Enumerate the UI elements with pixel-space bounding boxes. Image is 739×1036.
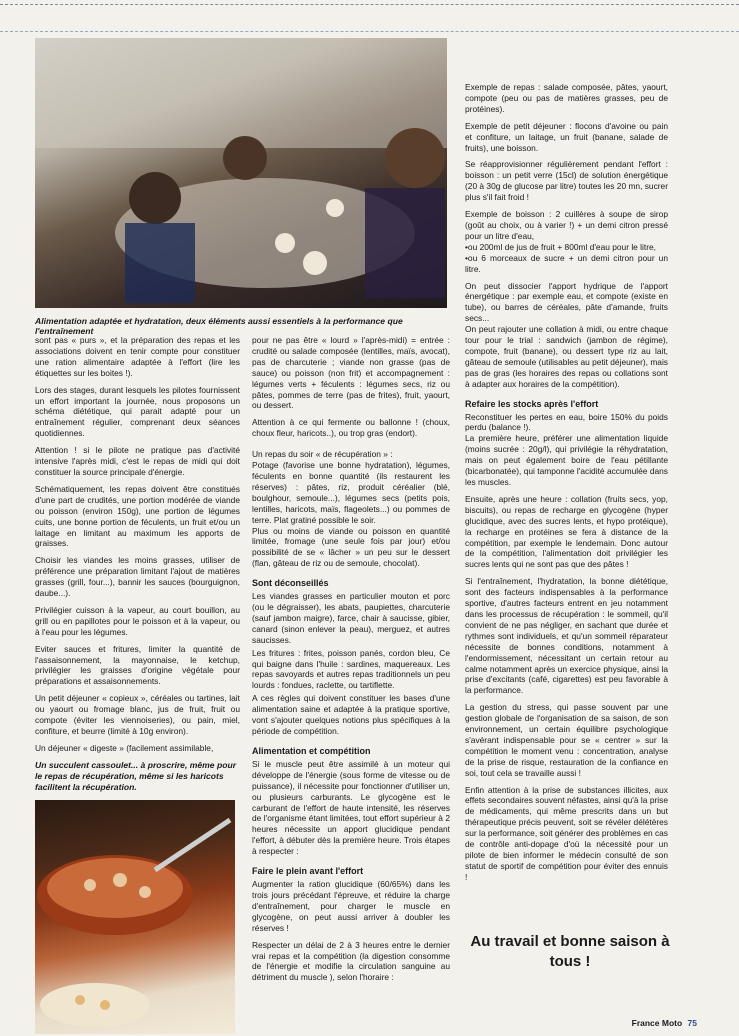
- paragraph: Enfin attention à la prise de substances illicites, aux effets secondaires souvent néfastes, ainsi qu'à la prise de médicaments, qui même prescrits dans un but thérapeutique précis peuvent, soit se révéler délétères sur la performance, soit générer des problèmes en cas de contrôle anti-dopage d'où la nécessité pour un pilote de bien informer le médecin consulté de son statut de sportif de compétition pour éviter des ennuis !: [465, 784, 668, 882]
- paragraph: Exemple de repas : salade composée, pâtes, yaourt, compote (peu ou pas de matières grasses, peu de protéines).: [465, 82, 668, 114]
- photo-caption-top: Alimentation adaptée et hydratation, deux éléments aussi essentiels à la performance que l'entraînement: [35, 316, 403, 336]
- closing-headline: Au travail et bonne saison à tous !: [470, 933, 670, 970]
- paragraph: Un déjeuner « digeste » (facilement assimilable,: [35, 742, 214, 753]
- paragraph: Exemple de petit déjeuner : flocons d'avoine ou pain et confiture, un laitage, un fruit (banane, salade de fruits), une boisson.: [465, 120, 668, 153]
- paragraph: On peut dissocier l'apport hydrique de l'apport énergétique : par exemple eau, et compote (existe en tube), ou barres de céréales, pâte d'amande, fruits secs...: [465, 280, 668, 324]
- page-number: 75: [687, 1018, 697, 1028]
- paragraph: Attention ! si le pilote ne pratique pas d'activité intensive l'après midi, c'est le repas de midi qui doit constituer la source principale d'énergie.: [35, 445, 240, 477]
- top-dashed-rule-2: [0, 31, 739, 32]
- photo-cassoulet: [35, 800, 235, 1034]
- paragraph: Ensuite, après une heure : collation (fruits secs, yop, biscuits), ou repas de recharge en glycogène (hyper glucidique, avec des sucres lents, et hypo protéique), la recharge en protéines se fera à distance de la compétition, par exemple le lendemain. Donc autour de la compétition, l'alimentation doit privilégier les sucres lents qui ne sont pas que des pâtes !: [465, 493, 668, 570]
- column-1: [35, 335, 240, 760]
- paragraph: Reconstituer les pertes en eau, boire 150% du poids perdu (balance !).: [465, 411, 668, 433]
- paragraph: La gestion du stress, qui passe souvent par une gestion globale de l'organisation de sa saison, de son environnement, un certain équilibre psychologique s'avérant indispensable pour se « centrer » sur la compétition le moment venu : concentration, analyse de la prise de risque, restauration de la confiance en soi, tout cela se travaille aussi !: [465, 702, 668, 778]
- section-heading-deconseilles: Sont déconseillés: [252, 578, 329, 589]
- paragraph: •ou 200ml de jus de fruit + 800ml d'eau pour le litre,: [465, 241, 656, 252]
- section-heading-stocks: Refaire les stocks après l'effort: [465, 398, 599, 409]
- paragraph: Lors des stages, durant lesquels les pilotes fournissent un effort important la journée, nous proposons un schéma diététique, qui parait adapté pour un entraînement régulier, comprenant deux séances quotidiennes.: [35, 384, 240, 439]
- paragraph: Augmenter la ration glucidique (60/65%) dans les trois jours précédant l'épreuve, et réduire la charge d'entraînement, pour charger le muscle en glycogène, on peut aussi arriver à doubler les réserves !: [252, 879, 450, 933]
- column-2: [252, 335, 450, 989]
- photo-riders-eating-illustration: [35, 38, 447, 308]
- paragraph: sont pas « purs », et la préparation des repas et les associations doivent en tenir compte pour constituer une ration alimentaire adaptée à l'effort (lire les étiquettes sur les boites !).: [35, 335, 240, 378]
- paragraph: Si le muscle peut être assimilé à un moteur qui développe de l'énergie (sous forme de vitesse ou de puissance), il nécessite pour fonctionner d'utiliser un, ou plusieurs carburants. Le glycogène est le carburant de l'effort de haute intensité, les réserves de l'organisme étant limitées, tout effort supérieur à 2 heures nécessite un apport glucidique pendant l'effort, à débuter dès la première heure. Trois étapes à respecter :: [252, 758, 450, 857]
- paragraph: Se réapprovisionner régulièrement pendant l'effort : boisson : un petit verre (15cl) de solution énergétique (20 à 30g de glucose par litre) toutes les 20 mn, sucrer plus s'il fait froid !: [465, 159, 668, 203]
- paragraph: Choisir les viandes les moins grasses, utiliser de préférence une préparation limitant l'ajout de matières grasses (grill, four...), bannir les sauces (bourguignon, daube...).: [35, 555, 240, 599]
- paragraph: Les fritures : frites, poisson panés, cordon bleu, Ce qui baigne dans l'huile : sardines, maquereaux. Les repas savoyards et autres repas traditionnels un peu lourds : fondues, raclette, ou tartiflette.: [252, 647, 450, 691]
- paragraph: Un repas du soir « de récupération » :: [252, 449, 393, 460]
- paragraph: Attention à ce qui fermente ou ballonne ! (choux, choux fleur, haricots..), ou trop gras (endort).: [252, 417, 450, 439]
- paragraph: Eviter sauces et fritures, limiter la quantité de l'assaisonnement, la mayonnaise, le ketchup, privilégier les graisses d'origine végétale pour préparations et assaisonnements.: [35, 643, 240, 687]
- paragraph: La première heure, préférer une alimentation liquide (moins sucrée : 20g/l), qui privilégie la réhydratation, mais on peut également boire de l'eau pétillante (bicarbonatée), qui tamponne l'acidité accumulée dans les muscles.: [465, 433, 668, 487]
- paragraph: Les viandes grasses en particulier mouton et porc (ou le dégraisser), les abats, paupiettes, charcuterie (sauf jambon maigre), farce, chair à saucisse, gibier, canard (sinon enlever la peau), merguez, et autres saucisses.: [252, 591, 450, 645]
- paragraph: •ou 6 morceaux de sucre + un demi citron pour un litre.: [465, 252, 668, 274]
- top-dashed-rule: [0, 4, 739, 5]
- magazine-name: France Moto: [631, 1018, 683, 1028]
- paragraph: Un petit déjeuner « copieux », céréales ou tartines, lait ou yaourt ou fromage blanc, jus de fruit, fruit ou compote (éviter les viennoiseries), ou pain, miel, confiture, et beurre (limité à 10g environ).: [35, 693, 240, 736]
- paragraph: Privilégier cuisson à la vapeur, au court bouillon, au grill ou en papillotes pour le poisson et à la vapeur, ou à l'eau pour les légumes.: [35, 604, 240, 637]
- photo-cassoulet-illustration: [35, 800, 235, 1034]
- paragraph: pour ne pas être « lourd » l'après-midi) = entrée : crudité ou salade composée (lentilles, maïs, avocat), pas de charcuterie ; viande non grasse (pas de sauce) ou poisson (non frit) et accompagnement : légumes verts + féculents : légumes secs, riz ou pâtes, pommes de terre (pas de frites), fruit, yaourt, ou dessert.: [252, 335, 450, 411]
- paragraph: Potage (favorise une bonne hydratation), légumes, féculents en bonne quantité (ils restaurent les réserves) : pâtes, riz, produit céréalier (blé, boulghour, semoule...), légumes secs (petits pois, lentilles, haricots, maïs, flageolets...) ou pommes de terre. Plat gratiné possible le soir.: [252, 460, 450, 525]
- paragraph: On peut rajouter une collation à midi, ou entre chaque tour pour le trial : sandwich (jambon de régime), compote, fruit (banane), ou dessert type riz au lait, gâteau de semoule (utilisables au petit déjeuner), mais pas de gras (les horaires des repas ou collations sont à adapter aux horaires de la compétition).: [465, 324, 668, 389]
- photo-caption-cassoulet: Un succulent cassoulet... à proscrire, même pour le repas de récupération, même si les haricots facilitent la récupération.: [35, 760, 237, 792]
- column-3: [465, 82, 668, 889]
- paragraph: A ces règles qui doivent constituer les bases d'une alimentation saine et adaptée à la pratique sportive, vont s'ajouter quelques notions plus spécifiques à la période de compétition.: [252, 693, 450, 736]
- photo-riders-eating: [35, 38, 447, 308]
- section-heading-competition: Alimentation et compétition: [252, 745, 371, 756]
- paragraph: Si l'entraînement, l'hydratation, la bonne diététique, sont des facteurs indispensables à la performance sportive, d'autres facteurs entrent en jeu notamment dans les processus de récupération : le sommeil, qu'il convient de ne pas négliger, en sachant que durée et rythmes sont individuels, et qu'un sommeil réparateur nécessite de bonnes conditions, notamment à l'endormissement, nécessitant un certain retour au calme notamment après un exercice physique, ainsi la prise d'excitants (café, cigarettes) est peu favorable à la performance.: [465, 576, 668, 696]
- page-footer: [632, 1018, 697, 1028]
- section-heading-plein: Faire le plein avant l'effort: [252, 866, 364, 877]
- paragraph: Exemple de boisson : 2 cuillères à soupe de sirop (goût au choix, ou à varier !) + un demi citron pressé pour un litre d'eau,: [465, 209, 668, 241]
- paragraph: Plus ou moins de viande ou poisson en quantité limitée, fromage (une seule fois par jour) et/ou possibilité de se « lâcher » un peu sur le dessert (flan, gâteau de riz ou de semoule, chocolat).: [252, 525, 450, 569]
- paragraph: Schématiquement, les repas doivent être constitués d'une part de crudités, une portion modérée de viande ou poisson (environ 150g), une portion de légumes cuits, une bonne portion de féculents, un fruit et/ou un laitage en limitant au maximum les apports de graisses.: [35, 483, 240, 549]
- paragraph: Respecter un délai de 2 à 3 heures entre le dernier vrai repas et la compétition (la digestion consomme de l'énergie et modifie la circulation sanguine au détriment du muscle ), selon l'horaire :: [252, 939, 450, 983]
